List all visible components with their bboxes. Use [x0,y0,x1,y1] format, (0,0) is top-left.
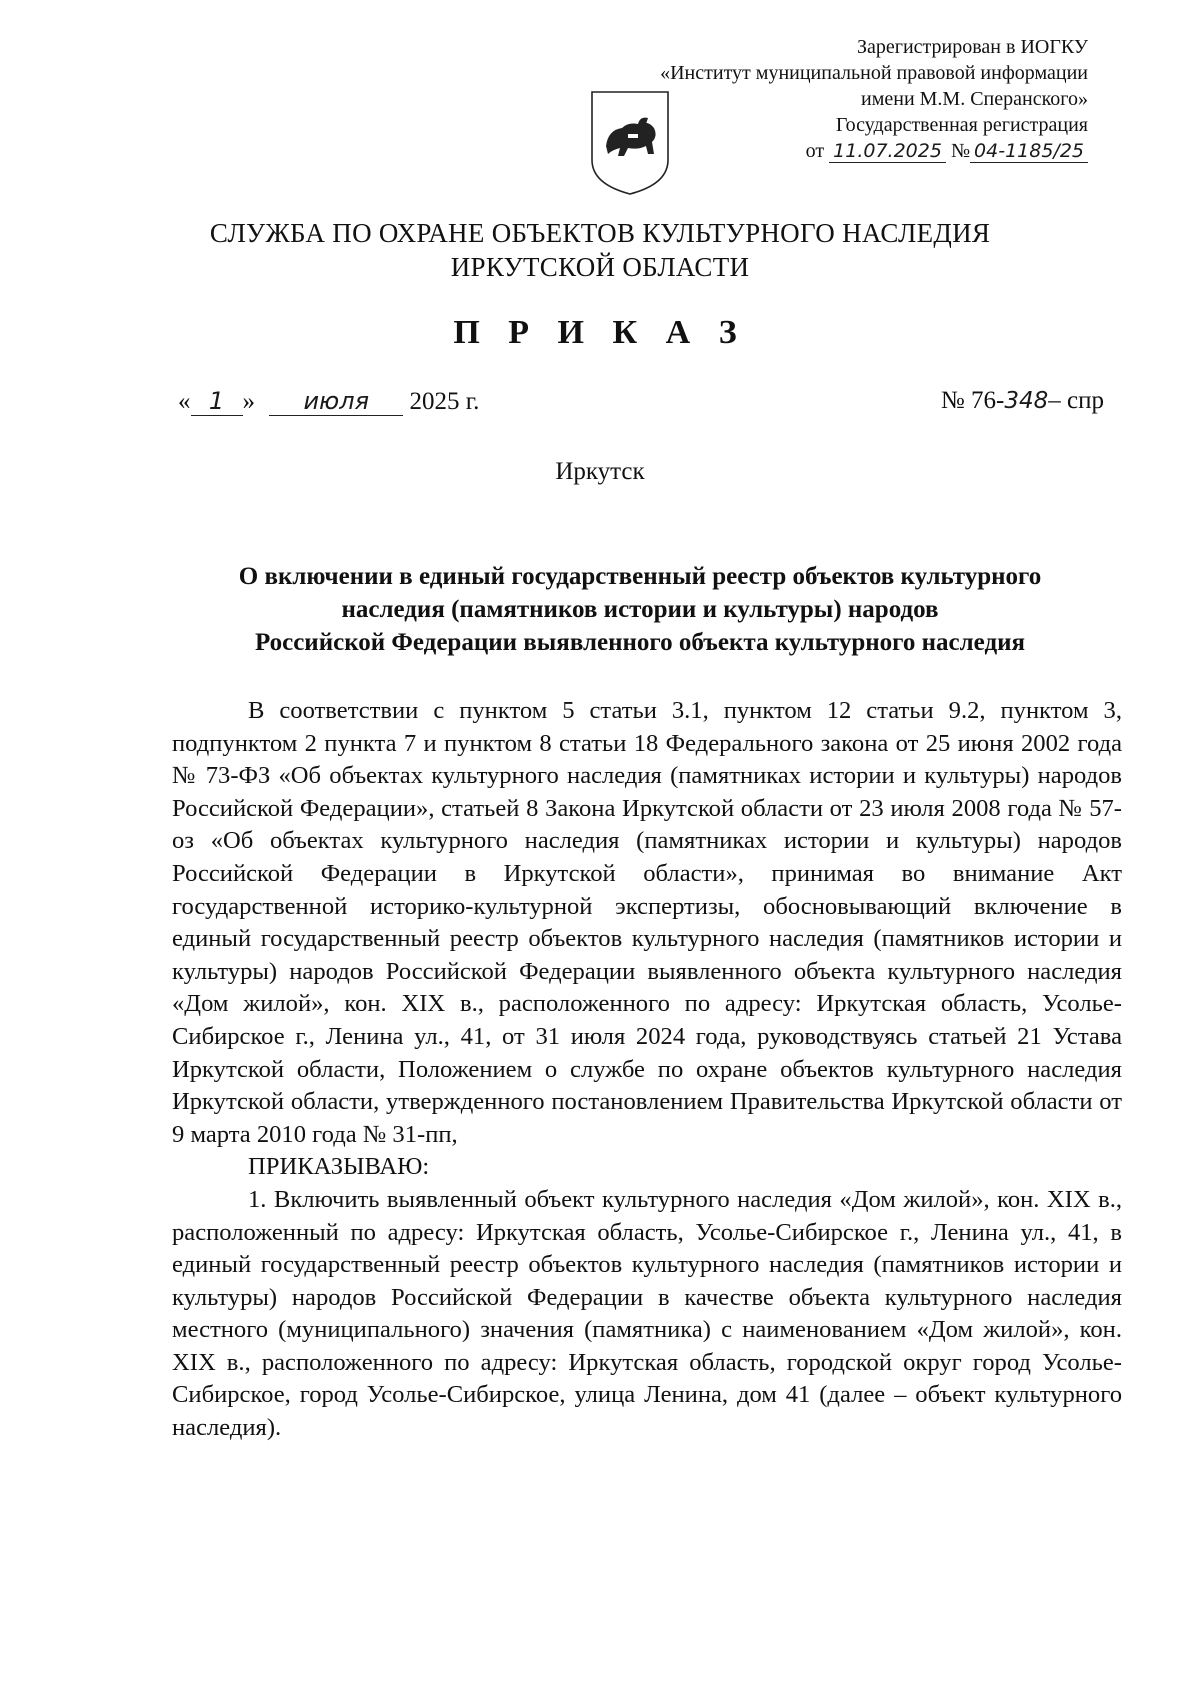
preamble-paragraph: В соответствии с пунктом 5 статьи 3.1, пунктом 12 статьи 9.2, пунктом 3, подпунктом 2 пункта 7 и пунктом 8 статьи 18 Федерального закона от 25 июня 2002 года № 73-ФЗ «Об объектах культурного наследия (памятниках истории и культуры) народов Российской Федерации», статьей 8 Закона Иркутской области от 23 июля 2008 года № 57-оз «Об объектах культурного наследия (памятниках истории и культуры) народов Российской Федерации в Иркутской области», принимая во внимание Акт государственной историко-культурной экспертизы, обосновывающий включение в единый государственный реестр объектов культурного наследия (памятников истории и культуры) народов Российской Федерации выявленного объекта культурного наследия «Дом жилой», кон. XIX в., расположенного по адресу: Иркутская область, Усолье-Сибирское г., Ленина ул., 41, от 31 июля 2024 года, руководствуясь статьей 21 Устава Иркутской области, Положением о службе по охране объектов культурного наследия Иркутской области, утвержденного постановлением Правительства Иркутской области от 9 марта 2010 года № 31-пп, [172,697,1122,1148]
date-day-handwritten: 1 [191,387,243,416]
number-prefix: № 76- [940,387,1005,414]
stamp-line-1: Зарегистрирован в ИОГКУ [857,36,1088,58]
agency-name-line-2: ИРКУТСКОЙ ОБЛАСТИ [450,252,750,282]
order-number [941,387,1104,415]
stamp-number-prefix: № [950,140,971,162]
stamp-number-handwritten: 04-1185/25 [970,140,1088,163]
subject-line-3: Российской Федерации выявленного объекта культурного наследия [254,629,1026,656]
date-year: 2025 г. [409,388,480,415]
subject-line-1: О включении в единый государственный реестр объектов культурного [238,563,1042,590]
order-city: Иркутск [555,458,645,485]
order-date [178,387,479,416]
order-item-1: 1. Включить выявленный объект культурного наследия «Дом жилой», кон. XIX в., расположенный по адресу: Иркутская область, Усолье-Сибирское г., Ленина ул., 41, в единый государственный реестр объектов культурного наследия (памятников истории и культуры) народов Российской Федерации в качестве объекта культурного наследия местного (муниципального) значения (памятника) с наименованием «Дом жилой», кон. XIX в., расположенного по адресу: Иркутская область, городской округ город Усолье-Сибирское, город Усолье-Сибирское, улица Ленина, дом 41 (далее – объект культурного наследия). [172,1185,1122,1442]
agency-name [0,216,1200,284]
stamp-line-2: «Институт муниципальной правовой информации [660,62,1088,84]
stamp-line-3: имени М.М. Сперанского» [861,88,1088,110]
date-open-quote: « [178,388,191,415]
stamp-line-4: Государственная регистрация [835,114,1088,136]
number-suffix: – спр [1048,387,1104,414]
order-directive-word: ПРИКАЗЫВАЮ: [248,1153,430,1181]
stamp-date-prefix: от [805,140,825,162]
date-month-handwritten: июля [269,387,403,416]
number-handwritten: 348 [1004,388,1049,414]
order-title: П Р И К А З [453,314,747,351]
order-body [172,695,1122,1445]
subject-line-2: наследия (памятников истории и культуры) народов [341,596,939,623]
agency-name-line-1: СЛУЖБА ПО ОХРАНЕ ОБЪЕКТОВ КУЛЬТУРНОГО НАСЛЕДИЯ [209,218,991,248]
stamp-date-handwritten: 11.07.2025 [829,140,946,163]
irkutsk-coat-of-arms-icon [588,88,672,198]
order-subject [160,560,1120,659]
date-close-quote: » [242,388,255,415]
